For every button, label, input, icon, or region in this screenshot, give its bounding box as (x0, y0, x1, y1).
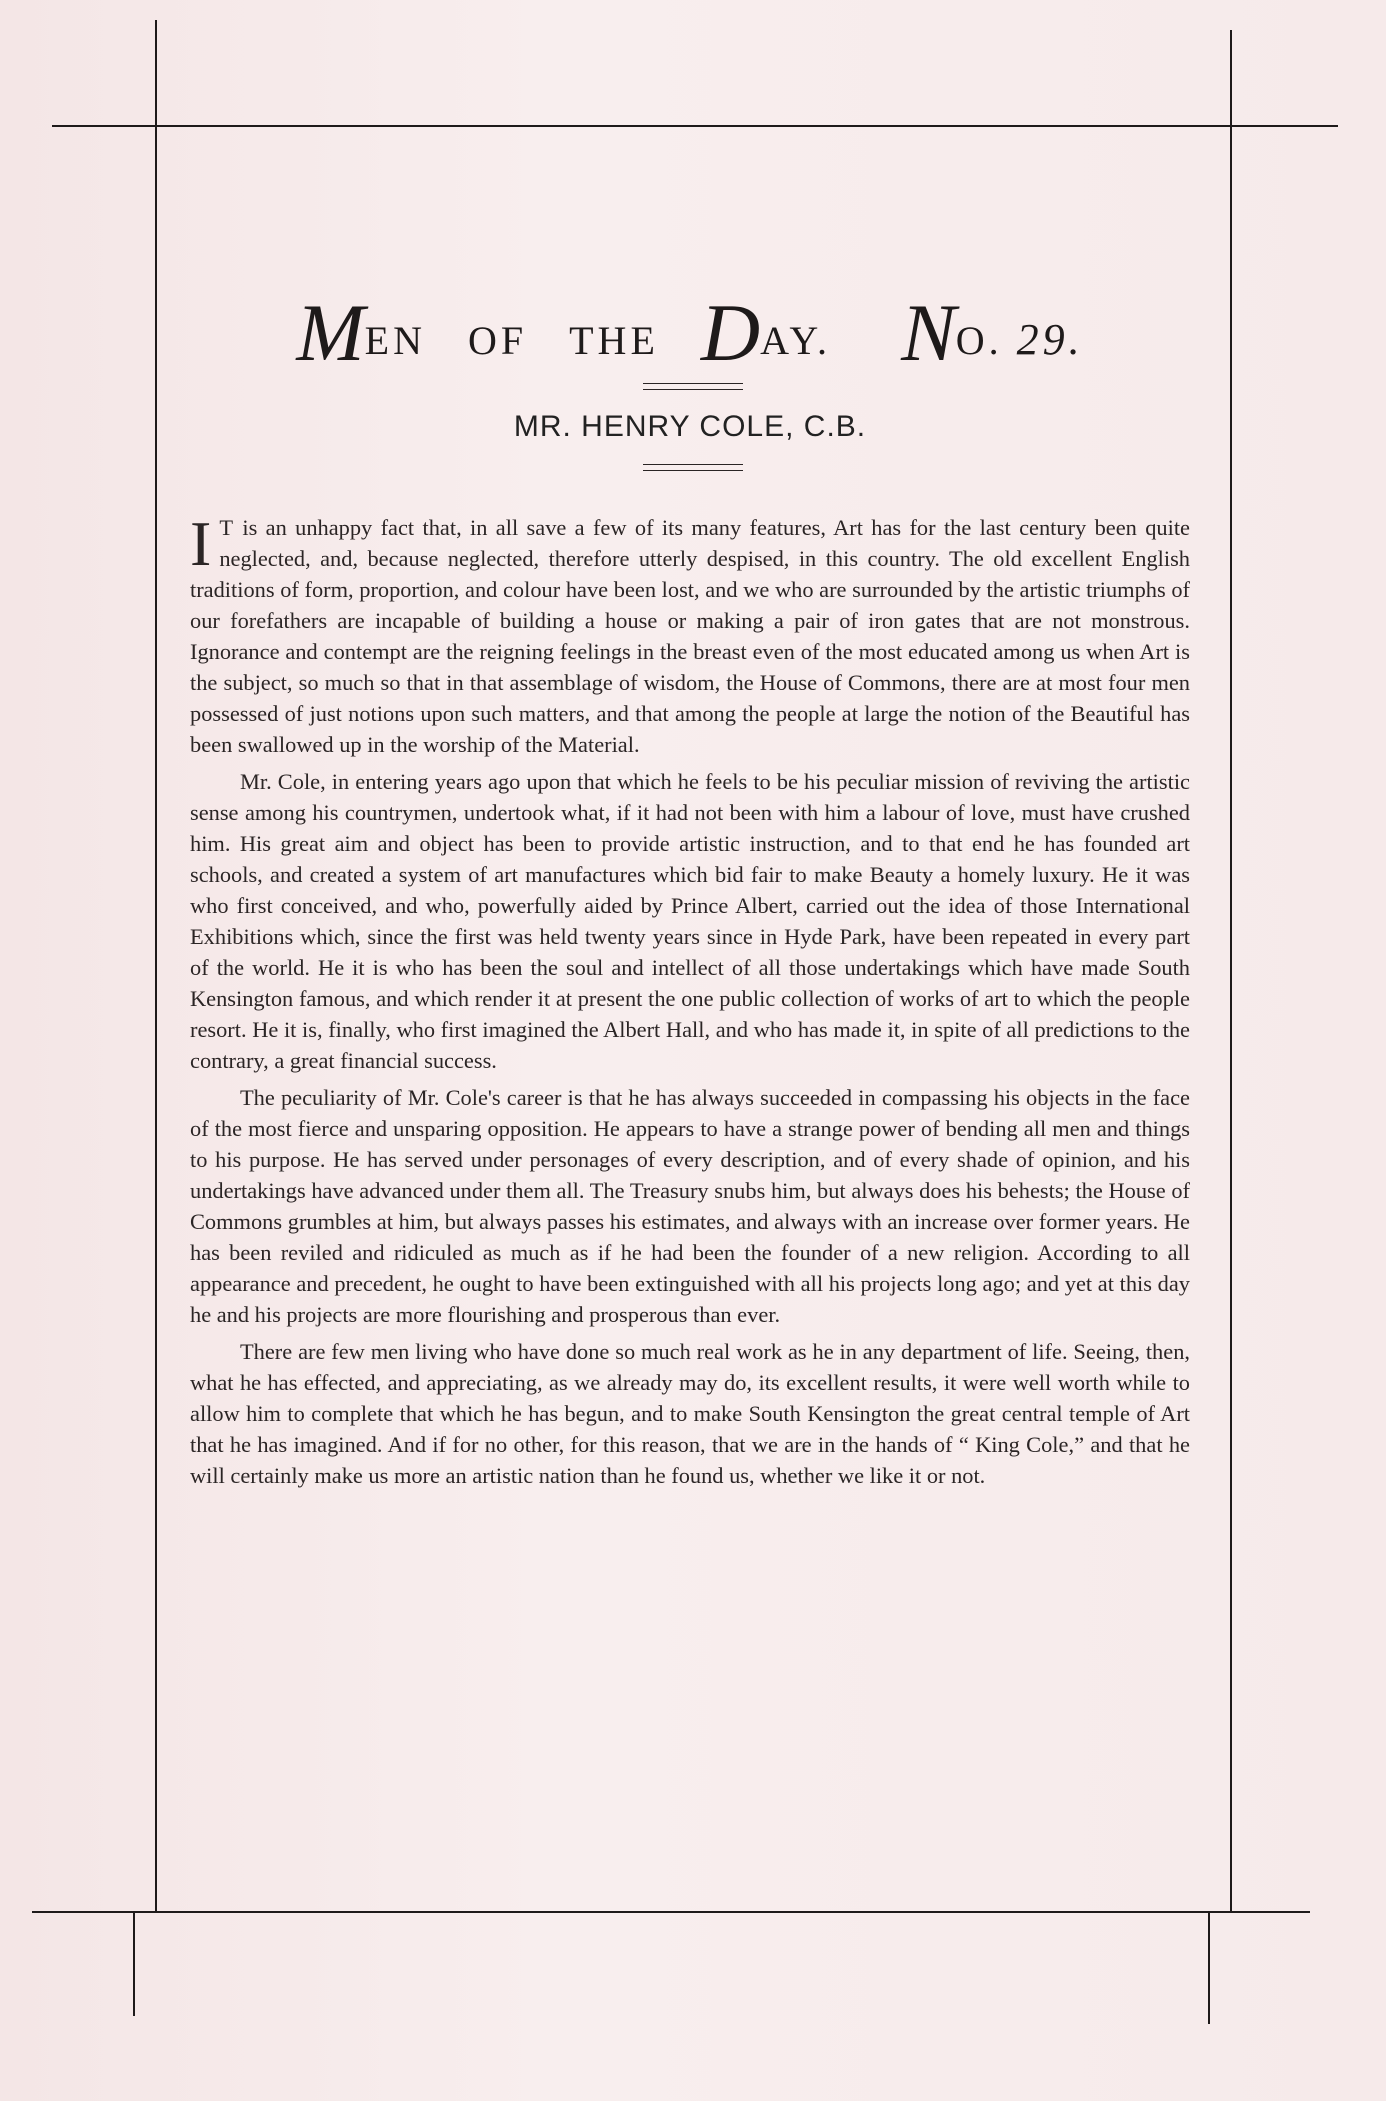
paragraph: Mr. Cole, in entering years ago upon that which he feels to be his peculiar mission of reviving the artistic sense among his countrymen, undertook what, if it had not been with him a labour of love, must have crushed him. His great aim and object has been to provide artistic instruction, and to that end he has founded art schools, and created a system of art manufactures which bid fair to make Beauty a homely luxury. He it was who first conceived, and who, powerfully aided by Prince Albert, carried out the idea of those International Exhibitions which, since the first was held twenty years since in Hyde Park, have been repeated in every part of the world. He it is who has been the soul and intellect of all those undertakings which have made South Kensington famous, and which render it at present the one public collection of works of art to which the people resort. He it is, finally, who first imagined the Albert Hall, and who has made it, in spite of all predictions to the contrary, a great financial success. (190, 769, 1190, 1073)
divider-rule (643, 464, 743, 471)
top-border-rule (52, 125, 1338, 127)
left-border-rule (155, 125, 157, 1911)
right-border-rule (1230, 135, 1232, 1911)
paragraph (190, 508, 1190, 760)
article-body (190, 508, 1190, 1497)
title-initial: N (901, 287, 956, 378)
article-subtitle: MR. HENRY COLE, C.B. (513, 410, 867, 443)
issue-number: 29. (1016, 315, 1084, 364)
left-border-rule (133, 1911, 135, 2016)
title-word: AY. (760, 318, 832, 363)
left-border-rule (155, 20, 157, 125)
paragraph: There are few men living who have done so much real work as he in any department of life. Seeing, then, what he has effected, and appreciating, as we already may do, its excellent results, it were well worth while to allow him to complete that which he has begun, and to make South Kensington the great central temple of Art that he has imagined. And if for no other, for this reason, that we are in the hands of “ King Cole,” and that he will certainly make us more an artistic nation than he found us, whether we like it or not. (190, 1339, 1190, 1488)
paragraph: The peculiarity of Mr. Cole's career is that he has always succeeded in compassing his objects in the face of the most fierce and unsparing opposition. He appears to have a strange power of bending all men and things to his purpose. He has served under personages of every description, and of every shade of opinion, and his undertakings have advanced under them all. The Treasury snubs him, but always does his behests; the House of Commons grumbles at him, but always passes his estimates, and always with an increase over former years. He has been reviled and ridiculed as much as if he had been the founder of a new religion. According to all appearance and precedent, he ought to have been extinguished with all his projects long ago; and yet at this day he and his projects are more flourishing and prosperous than ever. (190, 1085, 1190, 1327)
paragraph-text: is an unhappy fact that, in all save a few of its many features, Art has for the last century been quite neglected, and, because neglected, therefore utterly despised, in this country. The old excellent English traditions of form, proportion, and colour have been lost, and we who are surrounded by the artistic triumphs of our forefathers are incapable of building a house or making a pair of iron gates that are not monstrous. Ignorance and contempt are the reigning feelings in the breast even of the most educated among us when Art is the subject, so much so that in that assemblage of wisdom, the House of Commons, there are at most four men possessed of just notions upon such matters, and that among the people at large the notion of the Beautiful has been swallowed up in the worship of the Material. (190, 515, 1190, 757)
page-title (150, 286, 1230, 380)
right-border-rule (1208, 1911, 1210, 2024)
right-border-rule (1230, 30, 1232, 135)
title-word: OF (467, 318, 528, 363)
page-edge (1386, 0, 1396, 2101)
title-word: EN (364, 318, 426, 363)
first-word-rest: T (219, 515, 234, 540)
title-word: O. (955, 318, 1003, 363)
title-initial: M (296, 287, 365, 378)
bottom-border-rule (32, 1911, 1310, 1913)
title-word: THE (569, 318, 659, 363)
title-initial: D (700, 287, 761, 378)
divider-rule (643, 383, 743, 390)
drop-cap: I (190, 508, 212, 579)
